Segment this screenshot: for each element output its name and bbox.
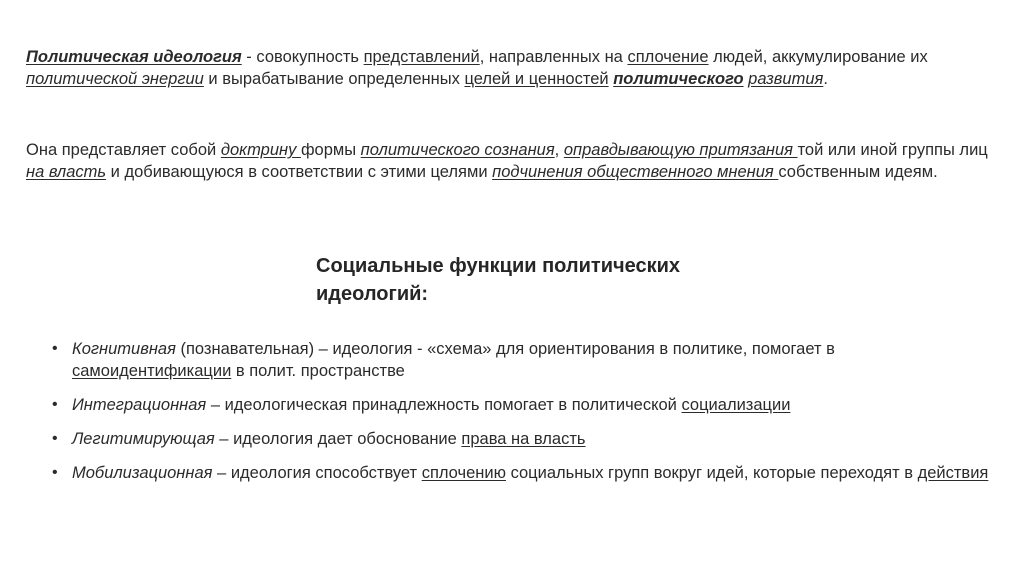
- text: той или иной группы лиц: [797, 141, 988, 159]
- text: – идеологическая принадлежность помогает в политической: [206, 396, 682, 414]
- link-self-identification[interactable]: самоидентификации: [72, 362, 232, 380]
- link-doctrine[interactable]: доктрину: [220, 141, 301, 159]
- list-item-mobilization: [50, 462, 990, 484]
- text: социальных групп вокруг идей, которые переходят в: [505, 464, 918, 482]
- bullet-icon: •: [52, 464, 58, 481]
- link-unification[interactable]: сплочение: [627, 48, 709, 66]
- list-item-cognitive: [50, 338, 990, 382]
- text: – идеология дает обоснование: [214, 430, 462, 448]
- text: в полит. пространстве: [231, 362, 405, 380]
- link-political-consciousness[interactable]: политического сознания: [360, 141, 555, 159]
- text: , направленных на: [479, 48, 628, 66]
- definition-paragraph: [26, 46, 1001, 90]
- function-term: Интеграционная: [72, 396, 207, 414]
- link-political[interactable]: политического: [613, 70, 744, 88]
- list-item-legitimizing: [50, 428, 990, 450]
- link-political-energy[interactable]: политической энергии: [26, 70, 204, 88]
- link-goals-values[interactable]: целей и ценностей: [464, 70, 609, 88]
- link-cohesion[interactable]: сплочению: [421, 464, 506, 482]
- description-paragraph: [26, 139, 1001, 183]
- text: Она представляет собой: [26, 141, 221, 159]
- link-to-power[interactable]: на власть: [26, 163, 107, 181]
- text: формы: [300, 141, 361, 159]
- text: собственным идеям.: [778, 163, 938, 181]
- list-item-integration: [50, 394, 990, 416]
- text: и добивающуюся в соответствии с этими целями: [106, 163, 493, 181]
- functions-list: [50, 338, 990, 496]
- function-term: Мобилизационная: [72, 464, 213, 482]
- text: и вырабатывание определенных: [203, 70, 465, 88]
- link-development[interactable]: развития: [748, 70, 824, 88]
- text: - совокупность: [241, 48, 364, 66]
- text: людей, аккумулирование их: [708, 48, 928, 66]
- bullet-icon: •: [52, 396, 58, 413]
- functions-heading: Социальные функции политических идеологий:: [316, 255, 681, 305]
- link-right-to-power[interactable]: права на власть: [461, 430, 586, 448]
- bullet-icon: •: [52, 430, 58, 447]
- text: .: [823, 70, 828, 88]
- link-actions[interactable]: действия: [917, 464, 989, 482]
- function-term: Легитимирующая: [72, 430, 215, 448]
- link-justifying-claims[interactable]: оправдывающую притязания: [563, 141, 798, 159]
- bullet-icon: •: [52, 340, 58, 357]
- text: – идеология способствует: [212, 464, 422, 482]
- function-term: Когнитивная: [72, 340, 176, 358]
- link-public-opinion[interactable]: подчинения общественного мнения: [492, 163, 779, 181]
- text: (познавательная) – идеология - «схема» для ориентирования в политике, помогает в: [175, 340, 835, 358]
- link-representations[interactable]: представлений: [363, 48, 480, 66]
- text: ,: [554, 141, 564, 159]
- link-socialization[interactable]: социализации: [681, 396, 791, 414]
- term-political-ideology: Политическая идеология: [26, 48, 242, 66]
